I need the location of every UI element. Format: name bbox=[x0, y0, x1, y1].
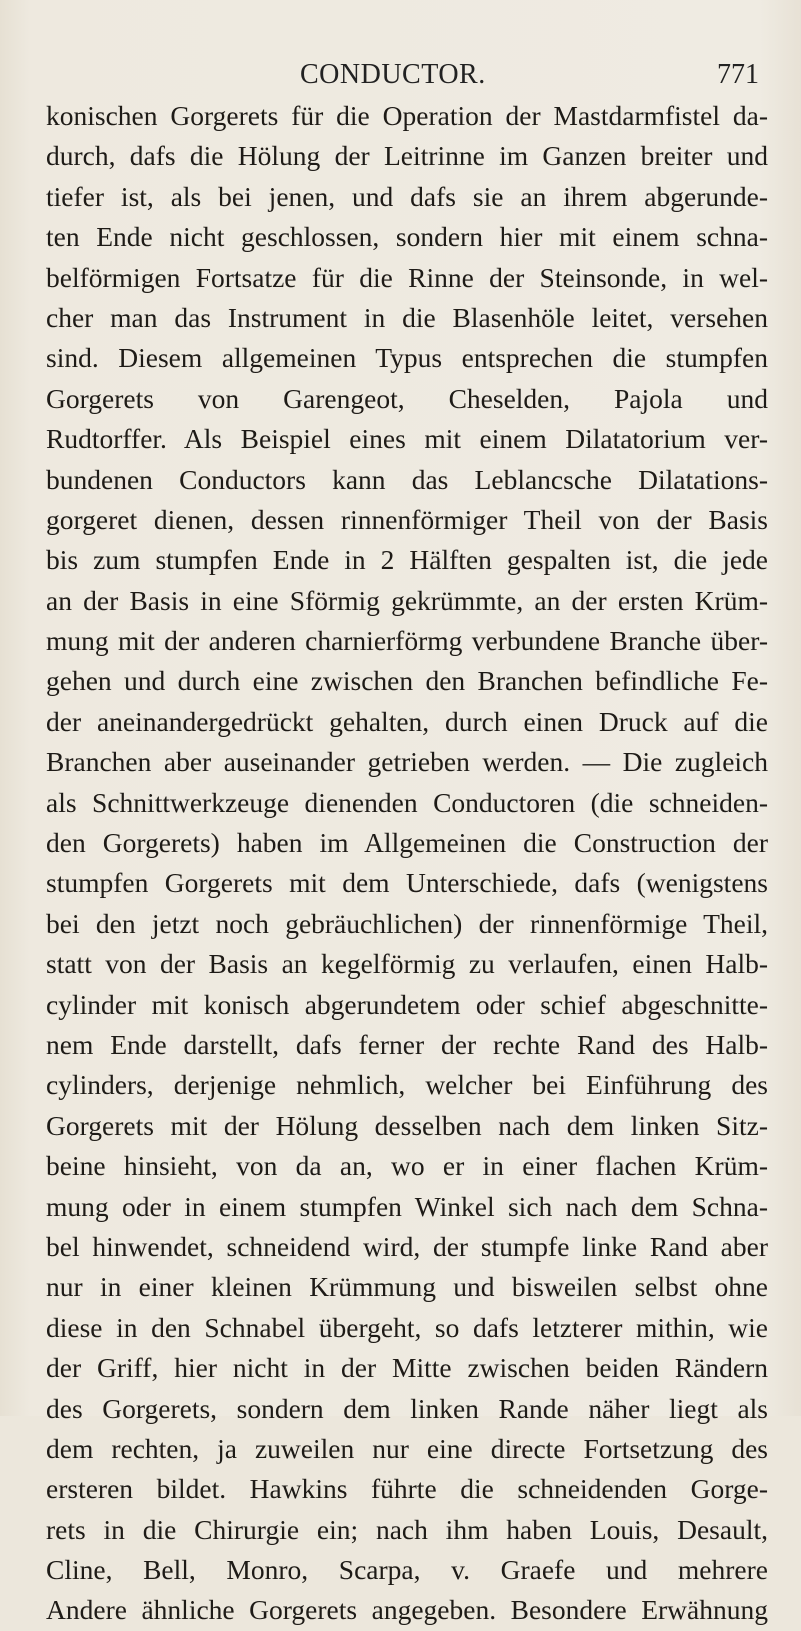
text-line: durch, dafs die Hölung der Leitrinne im Ganzen breiter und bbox=[46, 140, 768, 172]
text-line: gorgeret dienen, dessen rinnenförmiger Theil von der Basis bbox=[46, 503, 768, 535]
text-line: cylinder mit konisch abgerundetem oder schief abgeschnitte- bbox=[46, 988, 768, 1020]
page-header bbox=[0, 55, 801, 91]
text-line: statt von der Basis an kegelförmig zu verlaufen, einen Halb- bbox=[46, 948, 768, 980]
text-line: sind. Diesem allgemeinen Typus entsprechen die stumpfen bbox=[46, 342, 768, 374]
text-line: an der Basis in eine Sförmig gekrümmte, an der ersten Krüm- bbox=[46, 584, 768, 616]
text-line: der Griff, hier nicht in der Mitte zwischen beiden Rändern bbox=[46, 1352, 768, 1384]
running-head: CONDUCTOR. bbox=[300, 59, 486, 90]
text-line: den Gorgerets) haben im Allgemeinen die Construction der bbox=[46, 827, 768, 859]
text-line: bel hinwendet, schneidend wird, der stumpfe linke Rand aber bbox=[46, 1230, 768, 1262]
body-text bbox=[46, 96, 768, 1631]
text-line: rets in die Chirurgie ein; nach ihm haben Louis, Desault, bbox=[46, 1513, 768, 1545]
text-line: Cline, Bell, Monro, Scarpa, v. Graefe und mehrere bbox=[46, 1554, 768, 1586]
text-line: des Gorgerets, sondern dem linken Rande näher liegt als bbox=[46, 1392, 768, 1424]
text-line: Gorgerets von Garengeot, Cheselden, Pajola und bbox=[46, 382, 768, 414]
text-line: ersteren bildet. Hawkins führte die schneidenden Gorge- bbox=[46, 1473, 768, 1505]
text-line: stumpfen Gorgerets mit dem Unterschiede, dafs (wenigstens bbox=[46, 867, 768, 899]
text-line: bundenen Conductors kann das Leblancsche Dilatations- bbox=[46, 463, 768, 495]
page-number: 771 bbox=[717, 59, 759, 90]
text-line: Andere ähnliche Gorgerets angegeben. Besondere Erwähnung bbox=[46, 1594, 768, 1626]
text-line: nur in einer kleinen Krümmung und bisweilen selbst ohne bbox=[46, 1271, 768, 1303]
text-line: mung mit der anderen charnierförmg verbundene Branche über- bbox=[46, 625, 768, 657]
text-line: mung oder in einem stumpfen Winkel sich nach dem Schna- bbox=[46, 1190, 768, 1222]
text-line: konischen Gorgerets für die Operation der Mastdarmfistel da- bbox=[46, 100, 768, 131]
text-line: tiefer ist, als bei jenen, und dafs sie an ihrem abgerunde- bbox=[46, 180, 768, 212]
text-line: dem rechten, ja zuweilen nur eine directe Fortsetzung des bbox=[46, 1432, 768, 1464]
text-line: cher man das Instrument in die Blasenhöle leitet, versehen bbox=[46, 301, 768, 333]
text-line: bis zum stumpfen Ende in 2 Hälften gespalten ist, die jede bbox=[46, 544, 768, 576]
text-line: beine hinsieht, von da an, wo er in einer flachen Krüm- bbox=[46, 1150, 768, 1182]
text-line: als Schnittwerkzeuge dienenden Conductoren (die schneiden- bbox=[46, 786, 768, 818]
text-line: Branchen aber auseinander getrieben werden. — Die zugleich bbox=[46, 746, 768, 778]
text-line: bei den jetzt noch gebräuchlichen) der rinnenförmige Theil, bbox=[46, 907, 768, 939]
text-line: ten Ende nicht geschlossen, sondern hier mit einem schna- bbox=[46, 221, 768, 253]
text-line: gehen und durch eine zwischen den Branchen befindliche Fe- bbox=[46, 665, 768, 697]
text-line: nem Ende darstellt, dafs ferner der rechte Rand des Halb- bbox=[46, 1028, 768, 1060]
text-line: diese in den Schnabel übergeht, so dafs letzterer mithin, wie bbox=[46, 1311, 768, 1343]
text-line: der aneinandergedrückt gehalten, durch einen Druck auf die bbox=[46, 705, 768, 737]
text-line: Gorgerets mit der Hölung desselben nach dem linken Sitz- bbox=[46, 1109, 768, 1141]
text-line: Rudtorffer. Als Beispiel eines mit einem Dilatatorium ver- bbox=[46, 423, 768, 455]
text-line: belförmigen Fortsatze für die Rinne der Steinsonde, in wel- bbox=[46, 261, 768, 293]
text-line: cylinders, derjenige nehmlich, welcher bei Einführung des bbox=[46, 1069, 768, 1101]
